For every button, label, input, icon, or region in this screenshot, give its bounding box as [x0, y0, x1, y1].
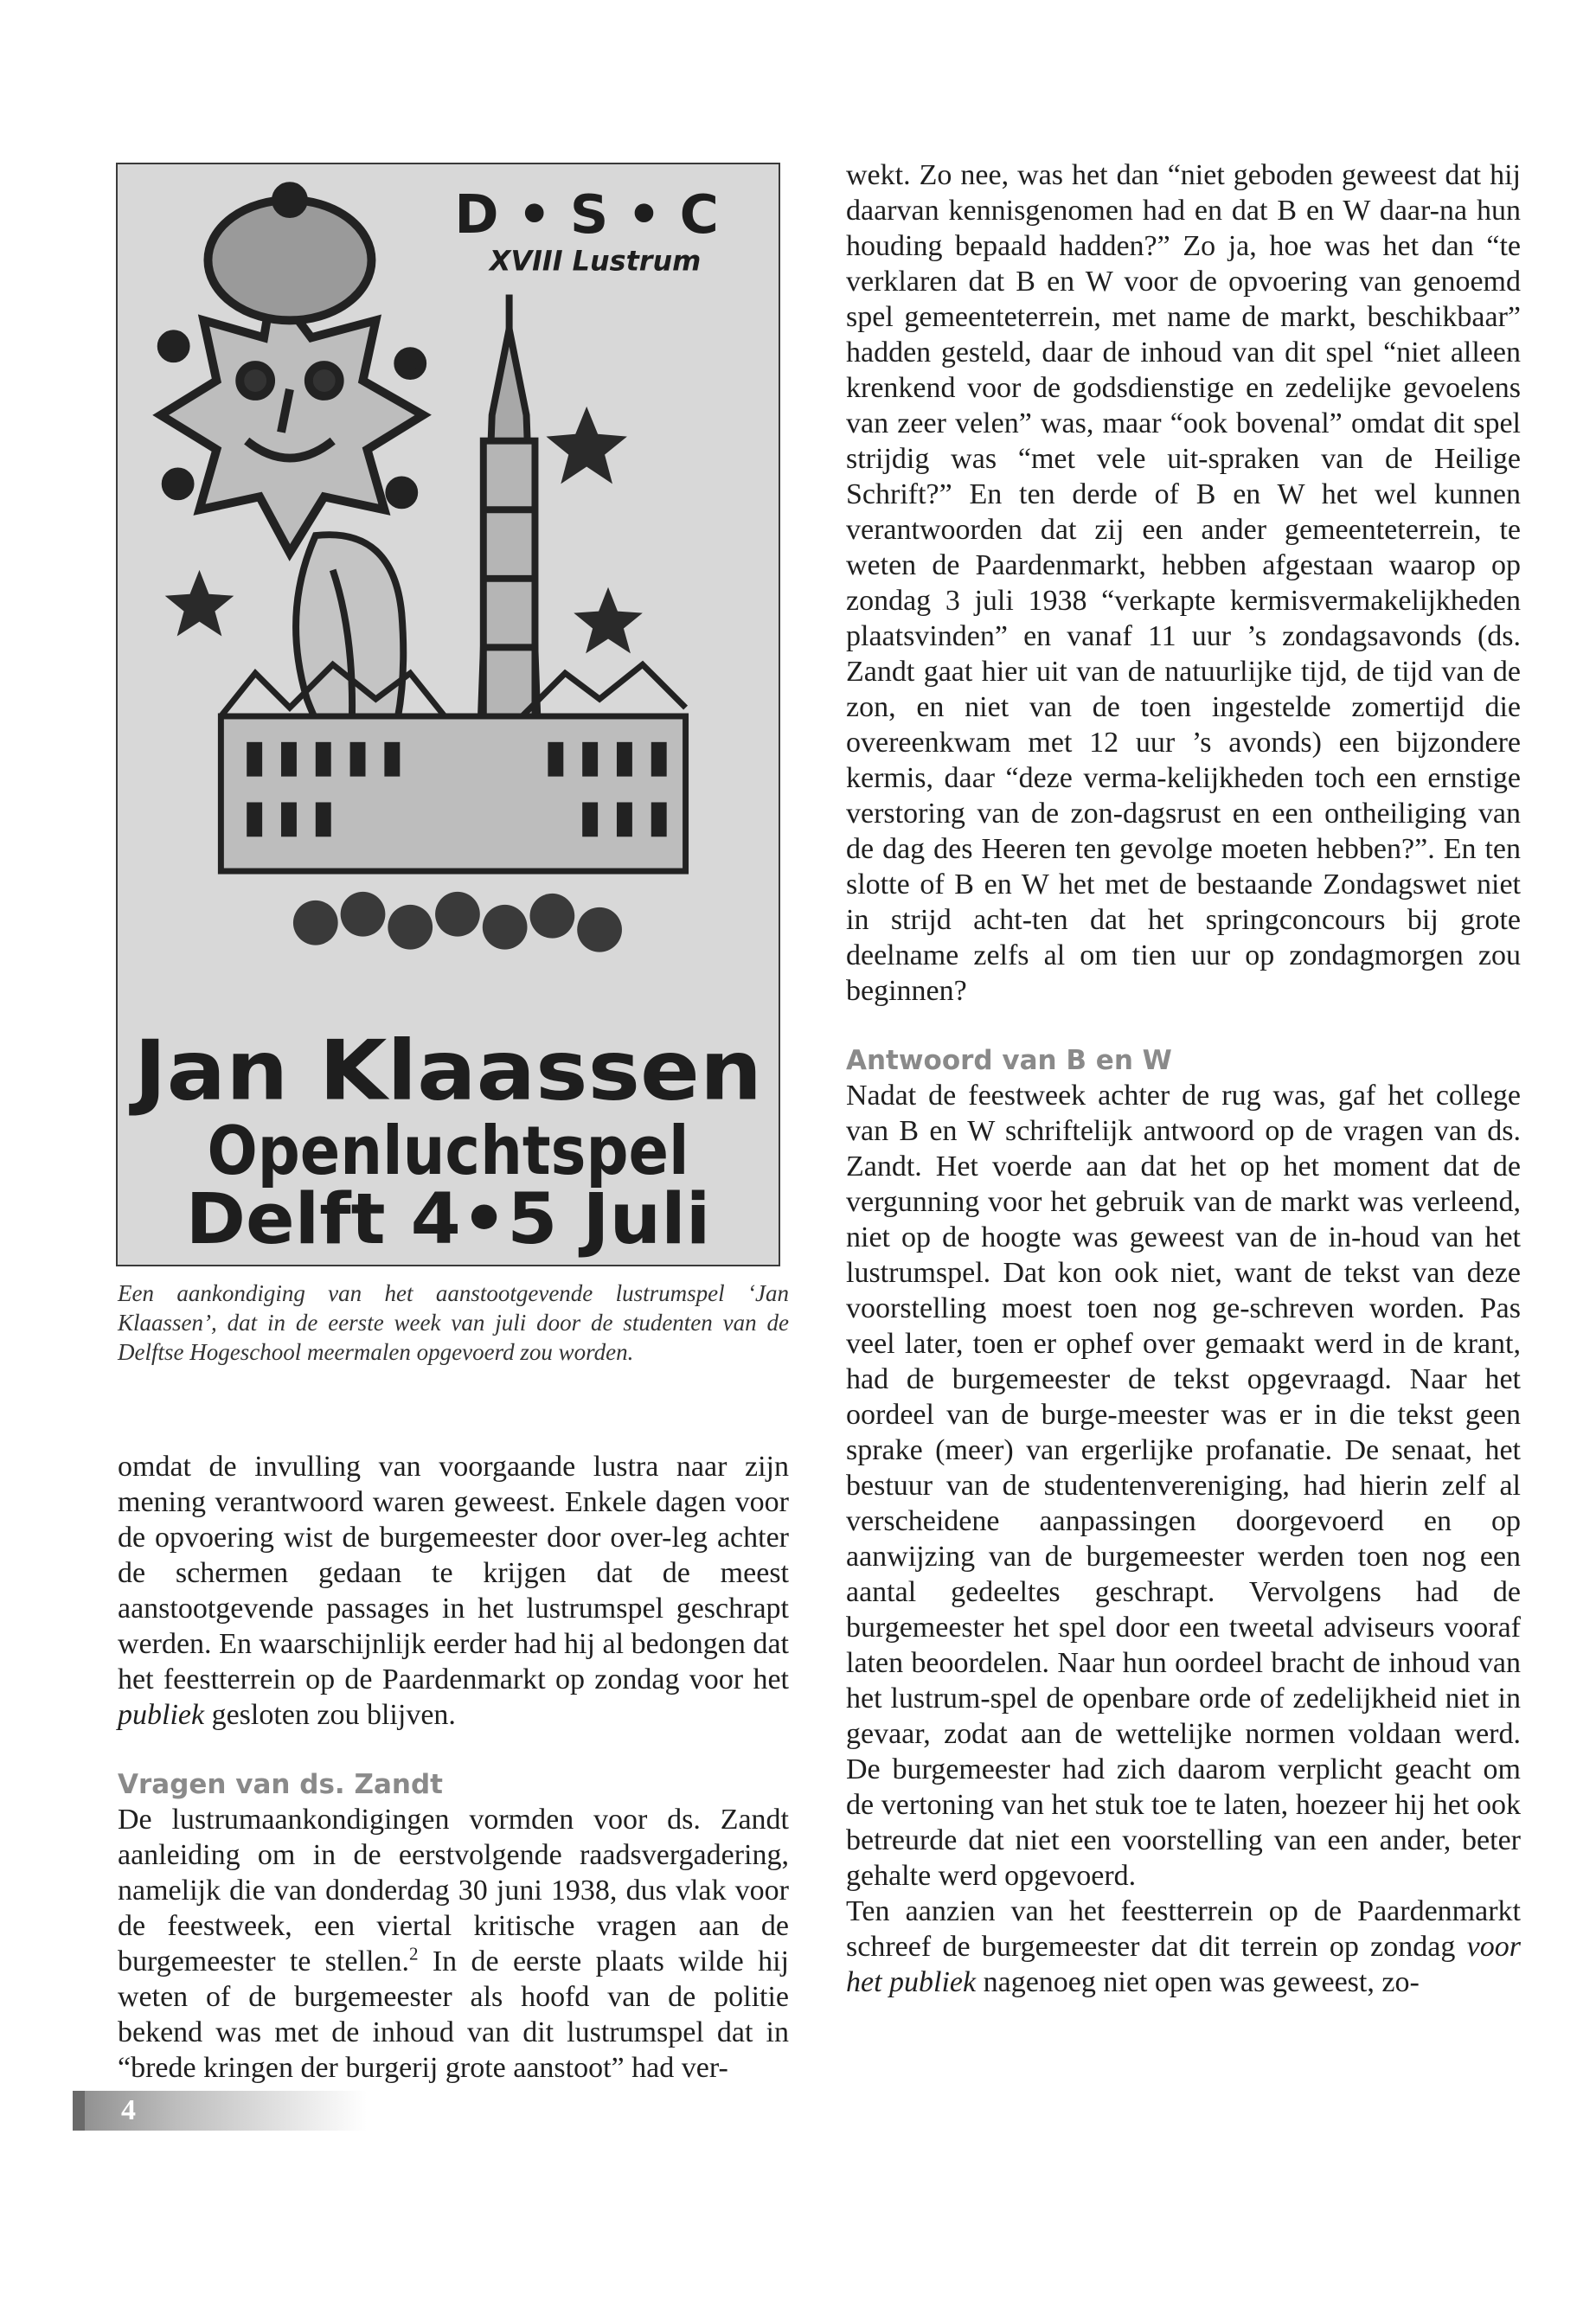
- caption-text: Een aankondiging van het aanstootgevende lustrumspel ‘Jan Klaassen’, dat in de eerste week van juli door de studenten van de Delftse Hogeschool meermalen opgevoerd zou worden.: [118, 1280, 789, 1365]
- page-number-bar: [73, 2091, 367, 2131]
- section-heading-antwoord: Antwoord van B en W: [846, 1045, 1172, 1076]
- right-paragraph-2: Nadat de feestweek achter de rug was, gaf het college van B en W schriftelijk antwoord op de vragen van ds. Zandt. Het voerde aan dat het op het moment dat de vergunning voor het gebruik van de markt was verleend, niet op de hoogte was geweest van de in-houd van het lustrumspel. Dat kon ook niet, want de tekst van deze voorstelling moest toen nog ge-schreven worden. Pas veel later, toen er ophef over gemaakt werd in de krant, had de burgemeester de tekst opgevraagd. Naar het oordeel van de burge-meester was er in die tekst geen sprake (meer) van ergerlijke profanatie. De senaat, het bestuur van de studentenvereniging, had hierin zelf al verscheidene aanpassingen doorgevoerd en op aanwijzing van de burgemeester werden toen nog een aantal gedeeltes geschrapt. Vervolgens had de burgemeester het spel door een tweetal adviseurs vooraf laten beoordelen. Naar hun oordeel bracht de inhoud van het lustrum-spel de openbare orde of zedelijkheid niet in gevaar, zodat aan de wettelijke normen voldaan werd. De burgemeester had zich daarom verplicht geacht om de vertoning van het stuk toe te laten, hoezeer hij het ook betreurde dat niet een voorstelling van een ander, beter gehalte werd opgevoerd.: [846, 1080, 1521, 1892]
- left-paragraph-2: De lustrumaankondigingen vormden voor ds. Zandt aanleiding om in de eerstvolgende raadsvergadering, namelijk die van donderdag 30 juni 1938, dus vlak voor de feestweek, een viertal kritische vragen aan de burgemeester te stellen.$^2$ In de eerste plaats wilde hij weten of de burgemeester als hoofd van de politie bekend was met de inhoud van dit lustrumspel dat in “brede kringen der burgerij grote aanstoot” had ver-: [118, 1804, 789, 2084]
- poster-date-line: Delft 4•5 Juli: [185, 1177, 711, 1260]
- right-paragraph-1: wekt. Zo nee, was het dan “niet geboden geweest dat hij daarvan kennisgenomen had en dat B en W daar-na hun houding bepaald hadden?” Zo ja, hoe was het dan “te verklaren dat B en W voor de opvoering van genoemd spel gemeenteterrein, met name de markt, beschikbaar” hadden gesteld, daar de inhoud van dit spel “niet alleen krenkend voor de godsdienstige en zedelijke gevoelens van zeer velen” was, maar “ook bovenal” omdat dit spel strijdig was “met vele uit-spraken van de Heilige Schrift?” En ten derde of B en W het wel kunnen verantwoorden dat zij een ander gemeenteterrein, te weten de Paardenmarkt, hebben afgestaan waarop op zondag 3 juli 1938 “verkapte kermisvermakelijkheden plaatsvinden” en vanaf 11 uur ’s zondagsavonds (ds. Zandt gaat hier uit van de natuurlijke tijd, de tijd van de zon, en niet van de toen ingestelde zomertijd die overeenkwam met 12 uur ’s avonds) een bijzondere kermis, daar “deze verma-kelijkheden toch een ernstige verstoring van de zon-dagsrust en een ontheiliging van de dag des Heeren ten gevolge moeten hebben?”. En ten slotte of B en W het met de bestaande Zondagswet niet in strijd acht-ten dat het springconcours bij grote deelname zelfs al om tien uur op zondagmorgen zou beginnen?: [846, 159, 1521, 1007]
- right-paragraph-3: Ten aanzien van het feestterrein op de Paardenmarkt schreef de burgemeester dat dit terrein op zondag voor het publiek nagenoeg niet open was geweest, zo-: [846, 1895, 1521, 1998]
- left-paragraph-1: omdat de invulling van voorgaande lustra naar zijn mening verantwoord waren geweest. Enkele dagen voor de opvoering wist de burgemeester door over-leg achter de schermen gedaan te krijgen dat de meest aanstootgevende passages in het lustrumspel geschrapt werden. En waarschijnlijk eerder had hij al bedongen dat het feestterrein op de Paardenmarkt op zondag voor het publiek gesloten zou blijven.: [118, 1451, 789, 1731]
- poster-subtitle: Openluchtspel: [207, 1112, 689, 1191]
- right-column: [846, 157, 1521, 2000]
- footnote-ref: 2: [409, 1943, 419, 1965]
- poster-header-line1: D • S • C: [454, 183, 719, 246]
- poster-caption: [118, 1279, 789, 1367]
- left-column: [118, 1449, 789, 2086]
- poster-image: [116, 163, 780, 1266]
- poster-title: Jan Klaassen: [128, 1022, 763, 1119]
- poster-illustration: [118, 164, 779, 1265]
- page-number: 4: [121, 2094, 136, 2126]
- section-heading-vragen: Vragen van ds. Zandt: [118, 1769, 443, 1800]
- poster-header-line2: XVIII Lustrum: [489, 244, 702, 278]
